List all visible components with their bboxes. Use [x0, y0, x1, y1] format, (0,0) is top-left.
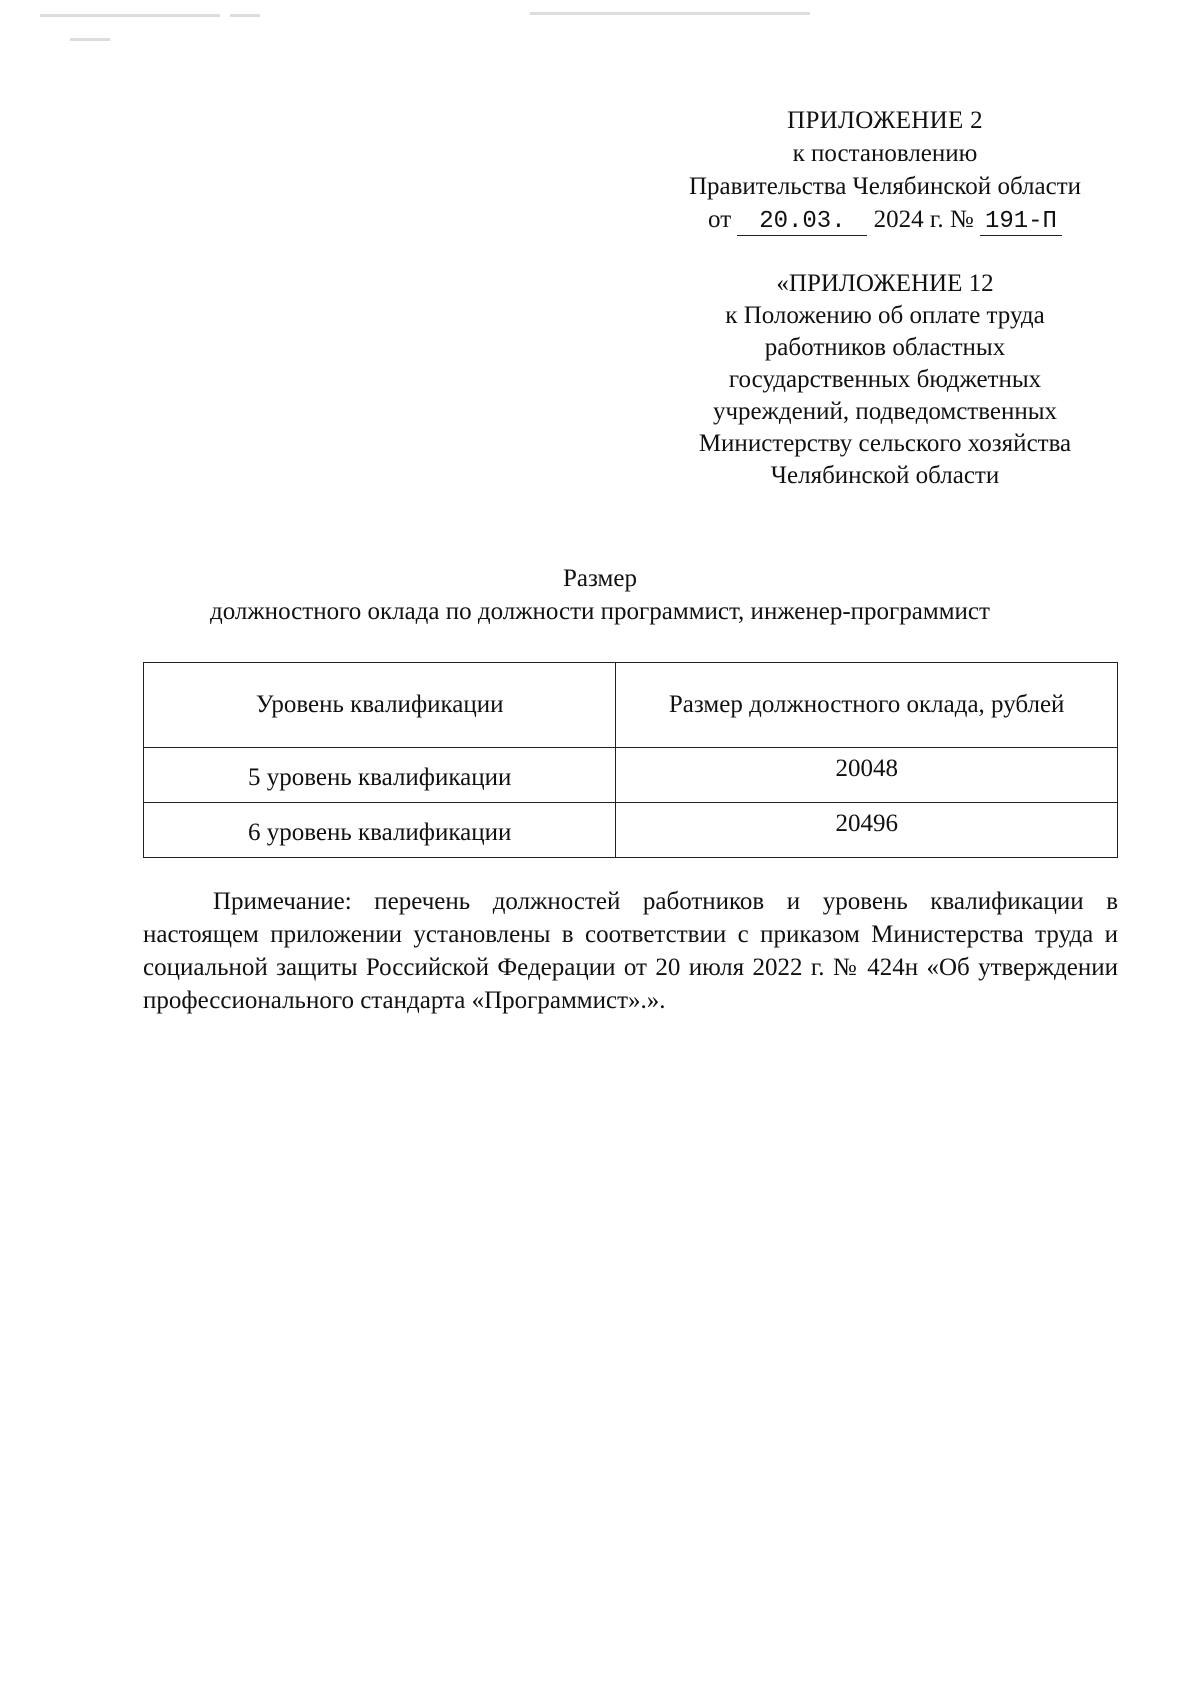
table-row [144, 803, 1118, 858]
resolution-number: 191-П [980, 209, 1062, 236]
note-text: Примечание: перечень должностей работников и уровень квалификации в настоящем приложении установлены в соответствии с приказом Министерства труда и социальной защиты Российской Федерации от 20 июля 2022 г. № 424н «Об утверждении профессионального стандарта «Программист».». [143, 888, 1118, 1014]
appendix-title: «ПРИЛОЖЕНИЕ 12 [776, 270, 994, 297]
table-row [144, 748, 1118, 803]
resolution-date: 20.03. [737, 209, 867, 236]
title-line: должностного оклада по должности программист, инженер-программист [210, 598, 990, 625]
document-header [640, 104, 1130, 236]
qualification-level-cell: 5 уровень квалификации [144, 748, 616, 803]
appendix-line: Челябинской области [770, 462, 1000, 489]
column-header-salary: Размер должностного оклада, рублей [616, 663, 1118, 748]
document-title [0, 562, 1200, 628]
qualification-level-cell: 6 уровень квалификации [144, 803, 616, 858]
title-line: Размер [563, 565, 637, 592]
note-paragraph [143, 885, 1118, 1017]
scan-artifact [530, 12, 810, 15]
appendix-line: Министерству сельского хозяйства [698, 430, 1072, 457]
year-text: 2024 г. № [873, 206, 974, 233]
appendix-line: учреждений, подведомственных [712, 398, 1058, 425]
header-line: к постановлению [792, 140, 978, 167]
scan-artifact [40, 14, 220, 17]
resolution-date-line [640, 203, 1130, 236]
appendix-line: к Положению об оплате труда [725, 302, 1045, 329]
appendix-header [640, 268, 1130, 492]
salary-table-container [143, 662, 1118, 858]
header-line: Правительства Челябинской области [688, 173, 1082, 200]
salary-table [143, 662, 1118, 858]
appendix-line: государственных бюджетных [728, 366, 1042, 393]
scan-artifact [230, 14, 260, 17]
column-header-level: Уровень квалификации [144, 663, 616, 748]
scan-artifact [70, 38, 110, 41]
date-prefix: от [708, 206, 732, 233]
salary-cell: 20496 [616, 803, 1118, 858]
appendix-line: работников областных [764, 334, 1006, 361]
salary-cell: 20048 [616, 748, 1118, 803]
header-title: ПРИЛОЖЕНИЕ 2 [787, 107, 983, 134]
table-header-row [144, 663, 1118, 748]
